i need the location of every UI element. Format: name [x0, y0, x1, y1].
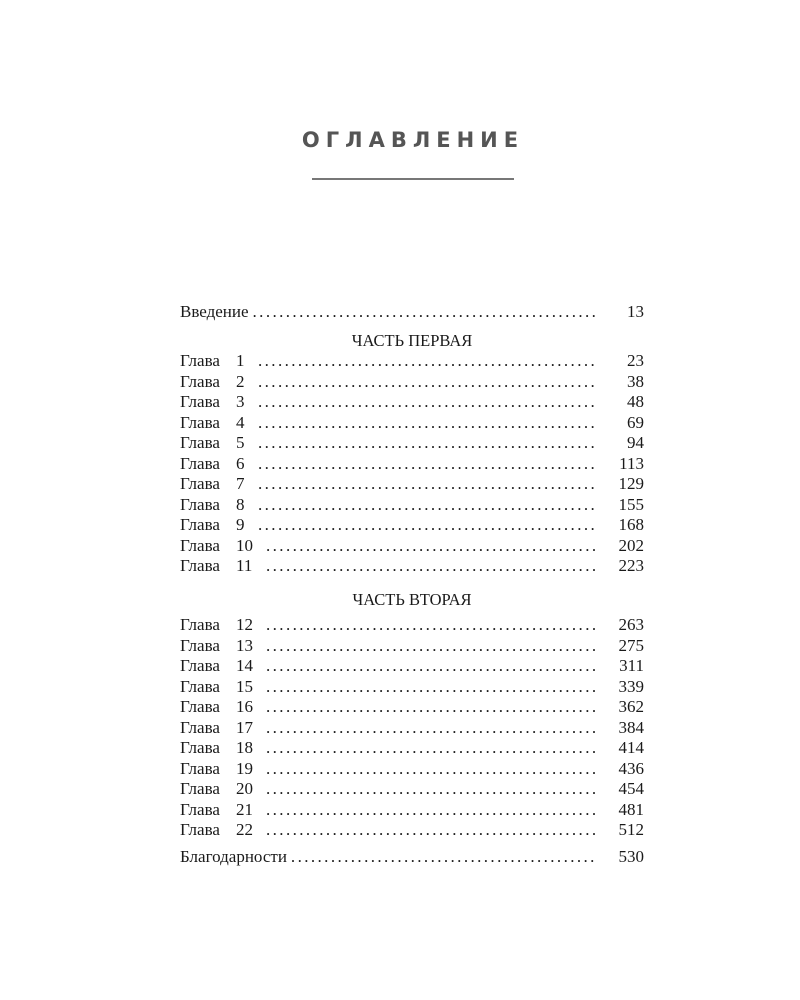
chapter-word: Глава — [180, 656, 220, 675]
toc-entry-chapter[interactable] — [180, 392, 644, 413]
toc-chapter-label — [180, 474, 254, 495]
chapter-number: 21 — [236, 799, 253, 819]
chapter-word: Глава — [180, 535, 220, 555]
toc-chapter-label — [180, 759, 262, 780]
chapter-number: 1 — [236, 351, 245, 370]
toc-entry-chapter[interactable] — [180, 677, 644, 698]
dot-leader — [266, 656, 596, 677]
dot-leader — [258, 392, 596, 413]
toc-entry-acknowledgements[interactable] — [180, 847, 644, 868]
dot-leader — [266, 800, 596, 821]
dot-leader — [253, 302, 596, 323]
part-two-heading: ЧАСТЬ ВТОРАЯ — [352, 589, 472, 609]
toc-page-number: 530 — [618, 846, 644, 866]
toc-chapter-label — [180, 495, 254, 516]
chapter-number: 19 — [236, 758, 253, 778]
toc-page-number: 23 — [627, 351, 644, 370]
toc-entry-chapter[interactable] — [180, 636, 644, 657]
chapter-word: Глава — [180, 799, 220, 819]
chapter-number: 6 — [236, 453, 245, 473]
toc-page-number: 223 — [618, 556, 644, 575]
dot-leader — [266, 738, 596, 759]
dot-leader — [258, 515, 596, 536]
toc-chapter-label — [180, 636, 262, 657]
dot-leader — [258, 433, 596, 454]
dot-leader — [266, 697, 596, 718]
chapter-number: 7 — [236, 474, 245, 493]
toc-entry-chapter[interactable] — [180, 433, 644, 454]
toc-entry-chapter[interactable] — [180, 800, 644, 821]
toc-page-number: 512 — [618, 820, 644, 839]
toc-entry-chapter[interactable] — [180, 454, 644, 475]
chapter-number: 15 — [236, 676, 253, 696]
chapter-number: 9 — [236, 515, 245, 534]
chapter-word: Глава — [180, 820, 220, 839]
toc-entry-chapter[interactable] — [180, 413, 644, 434]
toc-entry-chapter[interactable] — [180, 556, 644, 577]
toc-entry-chapter[interactable] — [180, 779, 644, 800]
toc-page-number: 13 — [627, 302, 644, 321]
toc-chapter-label — [180, 536, 262, 557]
chapter-number: 2 — [236, 371, 245, 391]
dot-leader — [258, 495, 596, 516]
toc-page-number: 311 — [619, 656, 644, 675]
toc-entry-chapter[interactable] — [180, 759, 644, 780]
toc-chapter-label — [180, 738, 262, 759]
chapter-number: 8 — [236, 494, 245, 514]
part-one-heading: ЧАСТЬ ПЕРВАЯ — [351, 330, 473, 350]
chapter-word: Глава — [180, 635, 220, 655]
chapter-number: 18 — [236, 738, 253, 757]
toc-entry-chapter[interactable] — [180, 615, 644, 636]
toc-page-number: 129 — [618, 474, 644, 493]
chapter-number: 17 — [236, 717, 253, 737]
toc-page-number: 414 — [618, 738, 644, 757]
toc-chapter-label — [180, 656, 262, 677]
toc-chapter-label — [180, 454, 254, 475]
chapter-word: Глава — [180, 758, 220, 778]
toc-page-number: 339 — [618, 676, 644, 696]
toc-chapter-label — [180, 718, 262, 739]
chapter-word: Глава — [180, 556, 220, 575]
toc-entry-label: Введение — [180, 302, 249, 321]
toc-page-number: 38 — [627, 371, 644, 391]
chapter-word: Глава — [180, 371, 220, 391]
toc-page-number: 436 — [618, 758, 644, 778]
toc-page-number: 362 — [618, 697, 644, 716]
toc-entry-chapter[interactable] — [180, 820, 644, 841]
chapter-word: Глава — [180, 351, 220, 370]
chapter-number: 16 — [236, 697, 253, 716]
toc-chapter-label — [180, 413, 254, 434]
chapter-word: Глава — [180, 494, 220, 514]
chapter-word: Глава — [180, 392, 220, 411]
part-two-chapter-list — [180, 615, 644, 841]
dot-leader — [291, 847, 596, 868]
dot-leader — [266, 677, 596, 698]
toc-chapter-label — [180, 433, 254, 454]
toc-chapter-label — [180, 697, 262, 718]
chapter-number: 14 — [236, 656, 253, 675]
toc-chapter-label — [180, 515, 254, 536]
toc-page-number: 275 — [618, 635, 644, 655]
table-of-contents — [180, 302, 644, 867]
toc-entry-chapter[interactable] — [180, 718, 644, 739]
toc-page-number: 454 — [618, 779, 644, 798]
chapter-number: 22 — [236, 820, 253, 839]
dot-leader — [258, 454, 596, 475]
chapter-number: 12 — [236, 615, 253, 634]
toc-entry-chapter[interactable] — [180, 351, 644, 372]
chapter-word: Глава — [180, 474, 220, 493]
chapter-number: 13 — [236, 635, 253, 655]
toc-chapter-label — [180, 800, 262, 821]
chapter-word: Глава — [180, 779, 220, 798]
chapter-word: Глава — [180, 433, 220, 452]
chapter-number: 20 — [236, 779, 253, 798]
toc-page-number: 168 — [618, 515, 644, 534]
page-title: ОГЛАВЛЕНИЕ — [301, 128, 525, 152]
toc-entry-chapter[interactable] — [180, 515, 644, 536]
dot-leader — [266, 820, 596, 841]
toc-entry-chapter[interactable] — [180, 536, 644, 557]
dot-leader — [266, 556, 596, 577]
toc-entry-chapter[interactable] — [180, 656, 644, 677]
toc-page-number: 481 — [618, 799, 644, 819]
toc-page-number: 263 — [618, 615, 644, 634]
dot-leader — [266, 536, 596, 557]
chapter-number: 4 — [236, 412, 245, 432]
toc-chapter-label — [180, 820, 262, 841]
toc-page-number: 48 — [627, 392, 644, 411]
toc-chapter-label — [180, 677, 262, 698]
toc-page-number: 113 — [619, 453, 644, 473]
dot-leader — [258, 351, 596, 372]
dot-leader — [266, 759, 596, 780]
toc-page-number: 384 — [618, 717, 644, 737]
dot-leader — [266, 779, 596, 800]
chapter-number: 11 — [236, 556, 253, 575]
toc-entry-chapter[interactable] — [180, 697, 644, 718]
toc-entry-chapter[interactable] — [180, 495, 644, 516]
toc-entry-chapter[interactable] — [180, 372, 644, 393]
chapter-word: Глава — [180, 676, 220, 696]
toc-entry-label: Благодарности — [180, 846, 287, 866]
chapter-word: Глава — [180, 515, 220, 534]
chapter-number: 5 — [236, 433, 245, 452]
dot-leader — [258, 413, 596, 434]
toc-chapter-label — [180, 615, 262, 636]
toc-chapter-label — [180, 779, 262, 800]
toc-chapter-label — [180, 351, 254, 372]
toc-page-number: 202 — [618, 535, 644, 555]
toc-chapter-label — [180, 556, 262, 577]
toc-entry-chapter[interactable] — [180, 474, 644, 495]
toc-chapter-label — [180, 372, 254, 393]
chapter-word: Глава — [180, 412, 220, 432]
chapter-number: 3 — [236, 392, 245, 411]
toc-entry-chapter[interactable] — [180, 738, 644, 759]
toc-entry-intro[interactable] — [180, 302, 644, 323]
chapter-word: Глава — [180, 697, 220, 716]
chapter-word: Глава — [180, 615, 220, 634]
chapter-word: Глава — [180, 453, 220, 473]
part-one-chapter-list — [180, 351, 644, 577]
dot-leader — [266, 718, 596, 739]
toc-page-number: 155 — [618, 494, 644, 514]
toc-page-number: 69 — [627, 412, 644, 432]
dot-leader — [258, 372, 596, 393]
dot-leader — [266, 636, 596, 657]
title-rule — [312, 178, 514, 180]
dot-leader — [266, 615, 596, 636]
toc-page-number: 94 — [627, 433, 644, 452]
chapter-word: Глава — [180, 717, 220, 737]
chapter-word: Глава — [180, 738, 220, 757]
toc-chapter-label — [180, 392, 254, 413]
chapter-number: 10 — [236, 535, 253, 555]
dot-leader — [258, 474, 596, 495]
